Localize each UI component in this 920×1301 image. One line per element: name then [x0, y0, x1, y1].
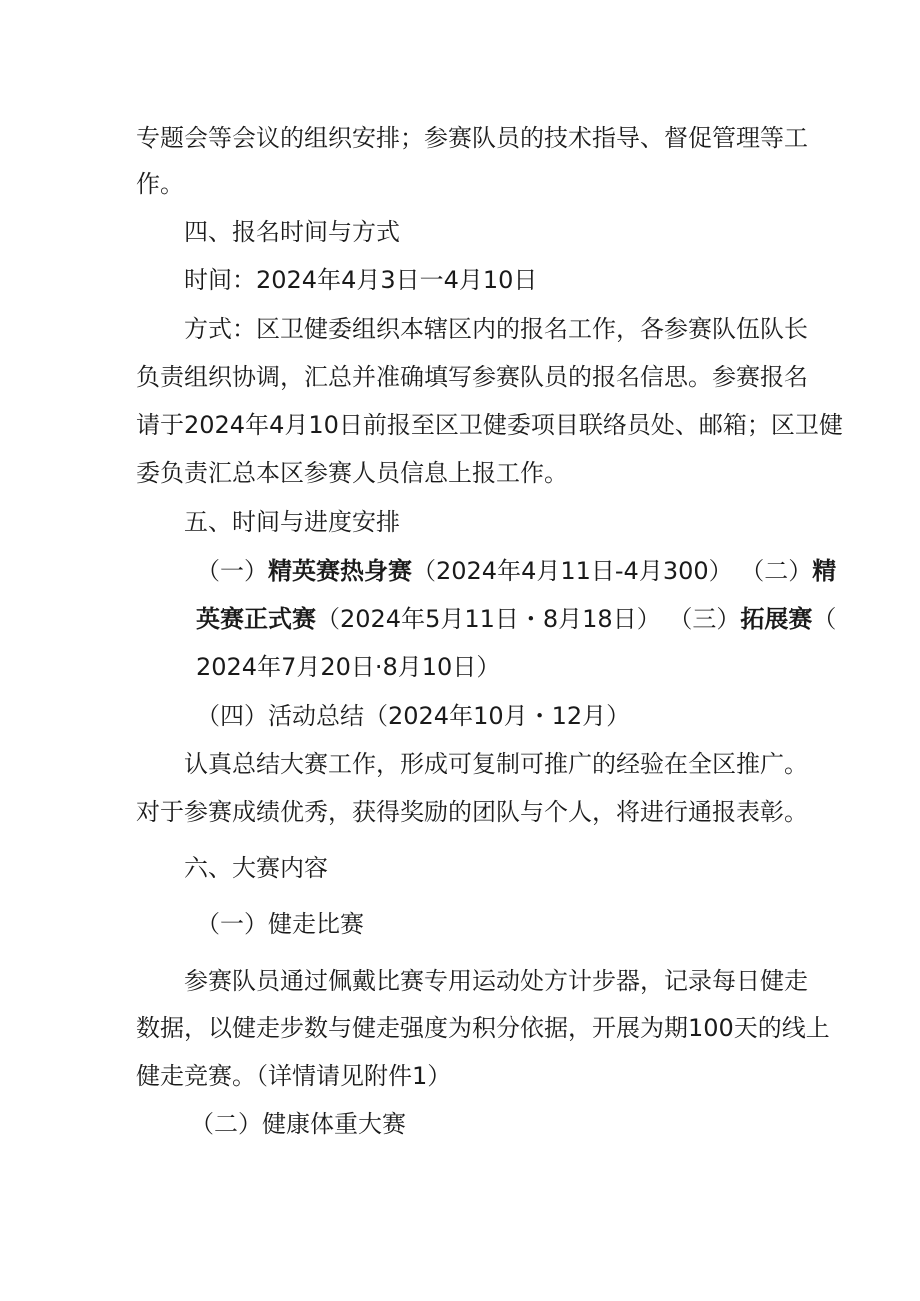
registration-method-line: 方式：区卫健委组织本辖区内的报名工作，各参赛队伍队长	[184, 315, 808, 343]
content-subheading: （二）健康体重大赛	[190, 1110, 406, 1138]
registration-method-line: 委负责汇总本区参赛人员信息上报工作。	[136, 459, 568, 487]
registration-method-line: 请于2024年4月10日前报至区卫健委项目联络员处、邮箱；区卫健	[136, 411, 843, 439]
schedule-line	[196, 559, 836, 583]
summary-line: 认真总结大赛工作，形成可复制可推广的经验在全区推广。	[184, 750, 808, 778]
schedule-paren: （	[812, 605, 837, 633]
schedule-date: （2024年5月11日・8月18日）	[316, 605, 661, 633]
section-heading-6: 六、大赛内容	[184, 854, 328, 882]
paragraph-line: 专题会等会议的组织安排；参赛队员的技术指导、督促管理等工	[136, 124, 808, 152]
schedule-prefix: （二）	[740, 557, 813, 585]
registration-method-line: 负责组织协调，汇总并准确填写参赛队员的报名信思。参赛报名	[136, 363, 808, 391]
content-line: 参赛队员通过佩戴比赛专用运动处方计步器，记录每日健走	[184, 967, 808, 995]
schedule-date: 2024年7月20日·8月10日）	[196, 653, 501, 681]
section-heading-5: 五、时间与进度安排	[184, 508, 400, 536]
content-line: 健走竞赛。（详情请见附件1）	[136, 1062, 452, 1090]
schedule-date: （2024年4月11日-4月300）	[412, 557, 733, 585]
schedule-line: （四）活动总结（2024年10月・12月）	[196, 702, 631, 730]
schedule-line	[196, 607, 836, 631]
content-line: 数据，以健走步数与健走强度为积分依据，开展为期100天的线上	[136, 1014, 830, 1042]
section-heading-4: 四、报名时间与方式	[184, 218, 400, 246]
content-subheading: （一）健走比赛	[196, 910, 364, 938]
paragraph-line: 作。	[136, 170, 184, 198]
summary-line: 对于参赛成绩优秀，获得奖励的团队与个人，将进行通报表彰。	[136, 798, 808, 826]
schedule-prefix: （一）	[196, 557, 268, 585]
schedule-stage-name: 精	[812, 557, 837, 585]
schedule-stage-name: 拓展赛	[740, 605, 813, 633]
schedule-stage-name: 英赛正式赛	[196, 605, 316, 633]
schedule-prefix: （三）	[668, 605, 741, 633]
registration-time: 时间：2024年4月3日一4月10日	[184, 266, 538, 294]
schedule-stage-name: 精英赛热身赛	[268, 557, 412, 585]
